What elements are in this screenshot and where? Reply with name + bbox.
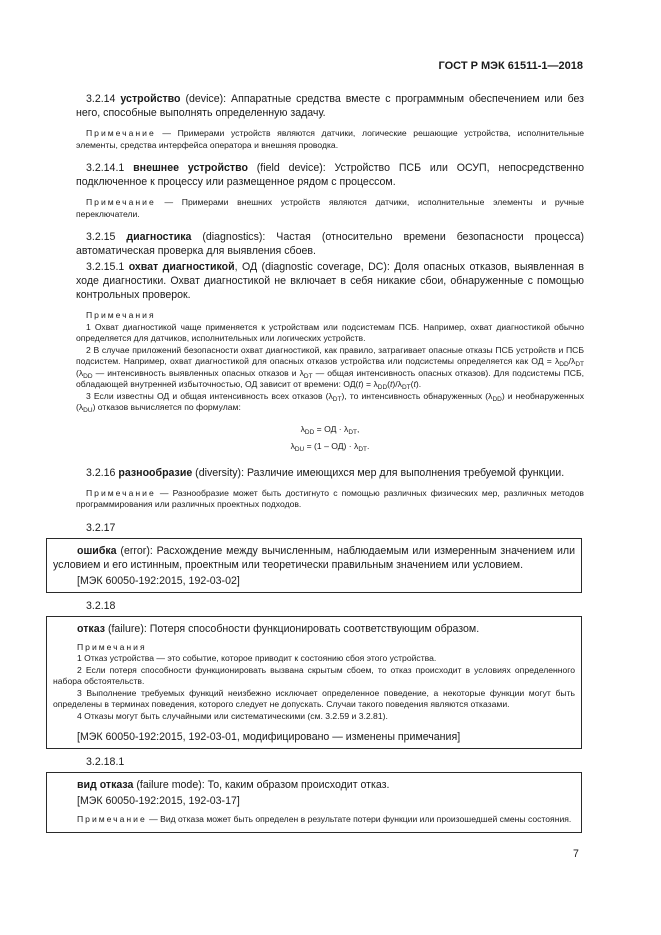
definition-box-failure — [46, 616, 582, 750]
definition: (device): Аппаратные средства вместе с программным обеспечением или без него, способные выполнять определенную задачу. — [76, 93, 584, 119]
notes-heading: Примечания — [77, 641, 147, 652]
note-label: Примечание — [86, 128, 156, 138]
definition: (diagnostics): Частая (относительно времени безопасности процесса) автоматическая проверка для выявления сбоев. — [76, 231, 584, 257]
clause-number: 3.2.14.1 — [86, 162, 125, 174]
standard-header: ГОСТ Р МЭК 61511-1—2018 — [438, 60, 583, 72]
note-label: Примечание — [86, 487, 156, 498]
source-reference: [МЭК 60050-192:2015, 192-03-17] — [77, 795, 240, 807]
term: устройство — [120, 93, 181, 105]
definition: , ОД (diagnostic coverage, DC): Доля опасных отказов, выявленная в ходе диагностики. Охват диагностикой не включает в себя никакие сбои, обнаруженные с помощью контрольных проверок. — [76, 261, 584, 301]
term: вид отказа — [77, 779, 134, 791]
term: разнообразие — [118, 466, 193, 479]
note — [76, 488, 584, 511]
note-item-4: 4 Отказы могут быть случайными или систематическими (см. 3.2.59 и 3.2.81). — [77, 710, 388, 721]
term: внешнее устройство — [133, 162, 248, 174]
note-text: — Примерами внешних устройств являются датчики, исполнительные элементы и ручные переключатели. — [76, 197, 584, 219]
source-reference: [МЭК 60050-192:2015, 192-03-01, модифицировано — изменены примечания] — [77, 731, 461, 743]
term: отказ — [77, 622, 105, 635]
source-reference: [МЭК 60050-192:2015, 192-03-02] — [77, 574, 240, 587]
clause-3-2-14-1 — [76, 161, 584, 189]
page-number: 7 — [573, 848, 579, 860]
term: ошибка — [77, 544, 117, 557]
note-text: — Примерами устройств являются датчики, логические решающие устройства, исполнительные элементы, средства интерфейса оператора и внешняя проводка. — [76, 128, 584, 150]
clause-number-3-2-18-1: 3.2.18.1 — [86, 756, 125, 768]
definition: (failure): Потеря способности функционировать соответствующим образом. — [105, 622, 480, 635]
clause-number-3-2-18: 3.2.18 — [86, 599, 116, 612]
note-item-3: 3 Выполнение требуемых функций неизбежно исключает определенное поведение, а некоторые функции могут быть определены в терминах поведения, которого следует не допускать. Случаи такого поведения являются отказами. — [53, 687, 575, 709]
note — [53, 814, 575, 826]
note — [76, 128, 584, 151]
definition: (error): Расхождение между вычисленным, наблюдаемым или измеренным значением или условием и его истинным, проектным или теоретически правильным значением или условием. — [53, 544, 575, 571]
term: охват диагностикой — [128, 261, 235, 273]
note-label: Примечание — [86, 197, 156, 207]
definition: (diversity): Различие имеющихся мер для выполнения требуемой функции. — [192, 466, 565, 479]
formula-lambda-dd: $\lambda_{DD}$ = ОД · $\lambda_{DT}$, — [300, 423, 360, 436]
definition: (failure mode): То, каким образом происходит отказ. — [133, 779, 390, 791]
definition-text — [53, 544, 575, 572]
note-text: — Вид отказа может быть определен в результате потери функции или произошедшей смены состояния. — [146, 814, 572, 824]
clause-number: 3.2.14 — [86, 93, 116, 105]
definition-box-error — [46, 538, 582, 593]
note — [76, 197, 584, 220]
clause-number: 3.2.15 — [86, 231, 116, 243]
note-item-1: 1 Отказ устройства — это событие, которое приводит к состоянию сбоя этого устройства. — [77, 653, 437, 663]
term: диагностика — [126, 231, 192, 243]
note-label: Примечание — [77, 814, 147, 824]
clause-number-3-2-17: 3.2.17 — [86, 521, 116, 534]
clause-3-2-15-1 — [76, 260, 584, 302]
definition-box-failure-mode — [46, 772, 582, 833]
clause-3-2-15 — [76, 230, 584, 258]
note-item-1: 1 Охват диагностикой чаще применяется к устройствам или подсистемам ПСБ. Например, охват диагностикой обычно определяется для датчиков, исполнительных или логических устройств. — [76, 321, 584, 343]
formula-lambda-du: $\lambda_{DU} = (1 - ОД) \cdot \lambda_{DT}$. — [290, 440, 370, 453]
page-content — [53, 92, 585, 833]
note-item-2: 2 Если потеря способности функционировать вызвана скрытым сбоем, то отказ происходит в условиях определенного набора обстоятельств. — [53, 664, 575, 686]
definition-text — [53, 622, 575, 636]
notes-heading: Примечания — [86, 310, 156, 320]
clause-number: 3.2.15.1 — [86, 261, 125, 273]
definition: (field device): Устройство ПСБ или ОСУП, непосредственно подключенное к процессу или размещенное рядом с процессом. — [76, 162, 584, 188]
clause-3-2-14 — [76, 92, 584, 120]
clause-3-2-16 — [76, 466, 584, 480]
definition-text — [53, 778, 575, 792]
note-item-2: 2 В случае приложений безопасности охват диагностикой, как правило, затрагивает опасные отказы ПСБ устройств и ПСБ подсистем. Например, охват диагностикой для опасных отказов устройства или подсистемы определяется как ОД = $\lambda_{DD}/\lambda_{DT}$ ($\lambda_{DD}$ — интенсивность выявленных опасных отказов и $\lambda_{DT}$ — общая интенсивность опасных отказов). Для подсистемы ПСБ, обладающей внутренней избыточностью, ОД зависит от времени: $ОД(t) = \lambda_{DD}(t)/\lambda_{DT}(t)$. — [76, 344, 585, 391]
note-item-3: 3 Если известны ОД и общая интенсивность всех отказов $(\lambda_{DT})$, то интенсивность обнаруженных $(\lambda_{DD})$ и необнаруженных $(\lambda_{DU})$ отказов вычисляется по формулам: — [76, 390, 585, 414]
clause-number: 3.2.16 — [86, 466, 116, 479]
note-text: — Разнообразие может быть достигнуто с помощью различных физических мер, различных методов программирования или различных проектных подходов. — [76, 487, 584, 509]
